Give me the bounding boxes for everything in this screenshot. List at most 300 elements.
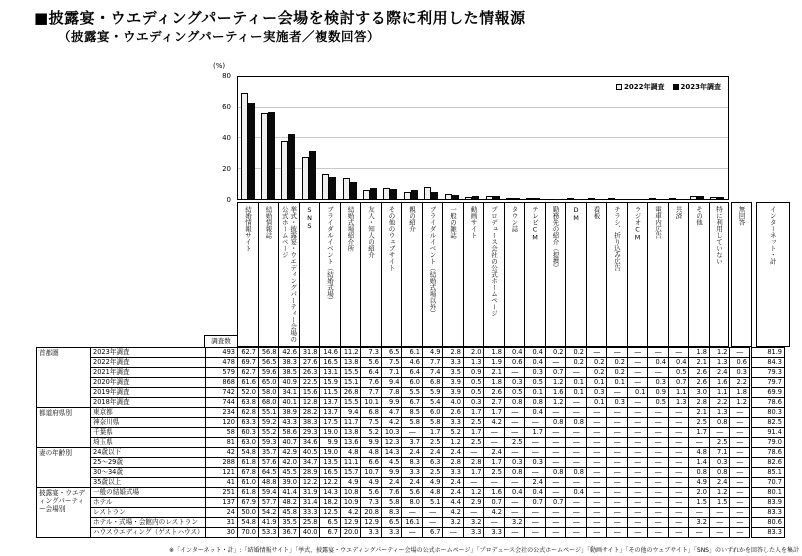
value-cell: 9.9 — [361, 438, 382, 448]
value-cell: ― — [586, 528, 607, 538]
value-cell: 6.7 — [422, 528, 443, 538]
value-cell: 9.9 — [381, 468, 402, 478]
value-cell: 28.9 — [299, 468, 320, 478]
y-axis-tick-label: 80 — [222, 72, 231, 80]
value-cell: 0.4 — [525, 358, 546, 368]
bar-2022 — [363, 190, 370, 199]
value-cell: ― — [627, 378, 648, 388]
value-cell: 16.5 — [320, 468, 341, 478]
value-cell: 0.5 — [525, 378, 546, 388]
value-cell: 2.0 — [689, 488, 710, 498]
value-cell: 0.4 — [525, 408, 546, 418]
value-cell: ― — [545, 528, 566, 538]
value-cell: 31.9 — [299, 488, 320, 498]
bar-2022 — [649, 198, 656, 199]
value-cell: 0.5 — [463, 388, 484, 398]
category-label-text: 親の紹介 — [408, 206, 416, 232]
value-cell: 2.5 — [689, 418, 710, 428]
value-cell: ― — [504, 408, 525, 418]
value-cell: ― — [648, 368, 669, 378]
value-cell: 2.6 — [689, 368, 710, 378]
survey-count-cell: 121 — [206, 468, 238, 478]
value-cell: 6.1 — [402, 348, 423, 358]
table-row — [37, 358, 785, 368]
value-cell: ― — [525, 418, 546, 428]
value-cell: ― — [586, 458, 607, 468]
value-cell: 0.3 — [709, 458, 730, 468]
y-axis-tick-label: 60 — [222, 103, 231, 111]
internet-total-cell: 78.6 — [750, 448, 784, 458]
survey-count-cell: 251 — [206, 488, 238, 498]
value-cell: ― — [627, 458, 648, 468]
bar-2023 — [452, 195, 459, 199]
category-label — [278, 202, 299, 347]
table-row — [37, 378, 785, 388]
value-cell: 5.2 — [361, 428, 382, 438]
value-cell: ― — [504, 478, 525, 488]
value-cell: 3.3 — [443, 468, 464, 478]
value-cell: 63.0 — [238, 438, 259, 448]
value-cell: ― — [566, 438, 587, 448]
value-cell: ― — [402, 508, 423, 518]
internet-total-cell: 84.3 — [750, 358, 784, 368]
value-cell: 3.9 — [443, 388, 464, 398]
bar-2022 — [404, 192, 411, 199]
value-cell: ― — [504, 448, 525, 458]
value-cell: ― — [586, 488, 607, 498]
value-cell: ― — [648, 498, 669, 508]
value-cell: 1.6 — [545, 388, 566, 398]
value-cell: 38.3 — [279, 358, 300, 368]
bar-2022 — [424, 187, 431, 199]
value-cell: ― — [668, 508, 689, 518]
value-cell: 2.1 — [689, 358, 710, 368]
bar-2022 — [526, 198, 533, 199]
value-cell: 9.4 — [381, 378, 402, 388]
value-cell: 1.7 — [463, 428, 484, 438]
value-cell: ― — [627, 508, 648, 518]
internet-total-cell: 82.5 — [750, 418, 784, 428]
value-cell: 6.7 — [320, 528, 341, 538]
value-cell: 3.3 — [463, 528, 484, 538]
value-cell: 15.1 — [340, 378, 361, 388]
bar-2022 — [506, 198, 513, 199]
value-cell: 13.5 — [320, 458, 341, 468]
value-cell: 54.8 — [238, 448, 259, 458]
value-cell: 2.1 — [484, 368, 505, 378]
category-label — [586, 202, 607, 347]
value-cell: 4.2 — [381, 418, 402, 428]
value-cell: 0.5 — [648, 398, 669, 408]
category-label — [647, 202, 668, 347]
value-cell: 67.8 — [238, 468, 259, 478]
internet-total-cell: 80.1 — [750, 488, 784, 498]
value-cell: ― — [566, 428, 587, 438]
internet-total-cell: 80.3 — [750, 408, 784, 418]
value-cell: ― — [586, 448, 607, 458]
value-cell: 4.6 — [402, 358, 423, 368]
value-cell: 2.7 — [484, 398, 505, 408]
category-label-text: 友人・知人の紹介 — [367, 206, 375, 258]
value-cell: 0.4 — [504, 348, 525, 358]
value-cell: 4.8 — [340, 448, 361, 458]
value-cell: ― — [648, 478, 669, 488]
value-cell: 0.6 — [504, 358, 525, 368]
row-group-label: 披露宴・ウエディングパーティー会場別 — [37, 488, 91, 538]
category-label-text: ラジオCM — [633, 206, 642, 242]
value-cell: 13.7 — [320, 408, 341, 418]
internet-total-cell: 70.7 — [750, 478, 784, 488]
value-cell: 2.8 — [689, 398, 710, 408]
category-label — [360, 202, 381, 347]
value-cell: 34.7 — [299, 458, 320, 468]
value-cell: ― — [586, 518, 607, 528]
value-cell: ― — [607, 508, 628, 518]
category-label — [483, 202, 504, 347]
data-table — [36, 347, 785, 538]
value-cell: 40.5 — [299, 448, 320, 458]
value-cell: 2.2 — [730, 378, 751, 388]
value-cell: 27.6 — [299, 358, 320, 368]
value-cell: 0.8 — [525, 398, 546, 408]
value-cell: 55.1 — [258, 408, 279, 418]
value-cell: ― — [504, 508, 525, 518]
bar-2022 — [567, 198, 574, 199]
survey-count-cell: 58 — [206, 428, 238, 438]
internet-total-cell: 80.6 — [750, 518, 784, 528]
value-cell: 0.3 — [648, 378, 669, 388]
y-axis-unit-label: (%) — [213, 62, 226, 70]
row-label: 35歳以上 — [91, 478, 206, 488]
table-row — [37, 458, 785, 468]
value-cell: ― — [627, 408, 648, 418]
category-label-text: インターネット・計 — [768, 206, 777, 265]
bar-2022 — [302, 157, 309, 199]
row-label: 神奈川県 — [91, 418, 206, 428]
value-cell: ― — [668, 418, 689, 428]
category-label — [422, 202, 443, 347]
value-cell: 15.5 — [340, 368, 361, 378]
value-cell: 4.9 — [422, 348, 443, 358]
value-cell: 4.8 — [689, 448, 710, 458]
value-cell: 2.0 — [463, 348, 484, 358]
internet-total-cell: 78.6 — [750, 398, 784, 408]
internet-total-cell: 85.1 — [750, 468, 784, 478]
category-label — [381, 202, 402, 347]
value-cell: 7.6 — [361, 378, 382, 388]
category-label — [688, 202, 709, 347]
value-cell: 36.7 — [279, 528, 300, 538]
value-cell: 61.0 — [238, 478, 259, 488]
survey-count-cell: 24 — [206, 508, 238, 518]
value-cell: 0.8 — [566, 418, 587, 428]
value-cell: 62.7 — [238, 368, 259, 378]
value-cell: 10.9 — [340, 498, 361, 508]
gridline — [238, 107, 728, 108]
value-cell: 45.8 — [279, 508, 300, 518]
value-cell: ― — [648, 468, 669, 478]
value-cell: 55.2 — [258, 428, 279, 438]
category-label — [627, 202, 648, 347]
value-cell: ― — [607, 438, 628, 448]
value-cell: 6.4 — [402, 368, 423, 378]
value-cell: 13.1 — [320, 368, 341, 378]
value-cell: ― — [668, 498, 689, 508]
value-cell: 0.1 — [566, 388, 587, 398]
value-cell: 2.4 — [443, 448, 464, 458]
value-cell: ― — [730, 408, 751, 418]
category-label — [709, 202, 730, 347]
value-cell: ― — [545, 518, 566, 528]
value-cell: 0.2 — [607, 368, 628, 378]
value-cell: 57.6 — [258, 458, 279, 468]
value-cell: ― — [709, 428, 730, 438]
category-label-text: その他 — [695, 206, 703, 226]
bar-2023 — [288, 134, 295, 199]
value-cell: 5.9 — [422, 388, 443, 398]
table-row — [37, 448, 785, 458]
value-cell: 0.3 — [730, 368, 751, 378]
internet-total-cell: 83.3 — [750, 508, 784, 518]
value-cell: ― — [463, 478, 484, 488]
value-cell: 25.8 — [299, 518, 320, 528]
value-cell: 45.5 — [279, 468, 300, 478]
internet-total-cell: 91.4 — [750, 428, 784, 438]
bar-2022 — [383, 188, 390, 199]
value-cell: 4.5 — [381, 458, 402, 468]
value-cell: 38.5 — [279, 368, 300, 378]
value-cell: ― — [668, 438, 689, 448]
value-cell: ― — [627, 498, 648, 508]
category-label-text: ブライダルイベント（結婚式場以外） — [428, 206, 437, 317]
value-cell: 10.7 — [361, 468, 382, 478]
value-cell: 61.8 — [238, 458, 259, 468]
value-cell: 70.0 — [238, 528, 259, 538]
value-cell: 11.5 — [320, 388, 341, 398]
legend-label-2023: 2023年調査 — [680, 83, 721, 91]
value-cell: 10.8 — [340, 488, 361, 498]
value-cell: 6.0 — [402, 378, 423, 388]
value-cell: ― — [586, 468, 607, 478]
value-cell: ― — [586, 348, 607, 358]
value-cell: ― — [648, 528, 669, 538]
row-label: 埼玉県 — [91, 438, 206, 448]
value-cell: 1.7 — [463, 408, 484, 418]
value-cell: 1.6 — [484, 488, 505, 498]
category-label — [442, 202, 463, 347]
value-cell: ― — [484, 478, 505, 488]
value-cell: 0.1 — [586, 398, 607, 408]
value-cell: 0.4 — [648, 358, 669, 368]
value-cell: 7.7 — [361, 388, 382, 398]
value-cell: 59.3 — [258, 438, 279, 448]
value-cell: 63.3 — [238, 418, 259, 428]
value-cell: 35.5 — [279, 518, 300, 528]
bar-2023 — [268, 112, 275, 199]
value-cell: 2.5 — [504, 438, 525, 448]
page-title: ■披露宴・ウエディングパーティー会場を検討する際に利用した情報源 — [34, 9, 526, 27]
survey-count-cell: 234 — [206, 408, 238, 418]
value-cell: 13.7 — [320, 398, 341, 408]
value-cell: 0.7 — [668, 378, 689, 388]
category-label-text: 特に利用していない — [715, 206, 723, 265]
value-cell: 4.2 — [443, 508, 464, 518]
bar-2022 — [281, 141, 288, 199]
value-cell: 0.1 — [627, 388, 648, 398]
value-cell: 12.5 — [320, 508, 341, 518]
internet-total-cell: 81.9 — [750, 348, 784, 358]
value-cell: 3.7 — [402, 438, 423, 448]
legend-item-2023 — [673, 82, 721, 92]
value-cell: 2.6 — [443, 408, 464, 418]
value-cell: 1.3 — [709, 408, 730, 418]
value-cell: ― — [525, 438, 546, 448]
survey-count-cell: 31 — [206, 518, 238, 528]
value-cell: 18.2 — [320, 498, 341, 508]
value-cell: 2.4 — [709, 478, 730, 488]
value-cell: 9.9 — [320, 438, 341, 448]
value-cell: 0.3 — [504, 378, 525, 388]
value-cell: 5.8 — [422, 418, 443, 428]
value-cell: 67.9 — [238, 498, 259, 508]
table-row — [37, 408, 785, 418]
value-cell: ― — [484, 428, 505, 438]
value-cell: 8.3 — [381, 508, 402, 518]
bar-2022 — [669, 198, 676, 199]
row-label: 2020年調査 — [91, 378, 206, 388]
value-cell: 0.5 — [668, 368, 689, 378]
value-cell: 40.0 — [299, 528, 320, 538]
value-cell: ― — [545, 358, 566, 368]
value-cell: ― — [607, 448, 628, 458]
value-cell: 2.4 — [422, 448, 443, 458]
category-label — [504, 202, 525, 347]
value-cell: 65.0 — [258, 378, 279, 388]
category-label — [545, 202, 566, 347]
category-label-text: SNS — [305, 206, 314, 230]
value-cell: 3.3 — [402, 468, 423, 478]
value-cell: 7.6 — [381, 488, 402, 498]
value-cell: 1.8 — [730, 388, 751, 398]
value-cell: 7.3 — [361, 348, 382, 358]
bar-chart-plot-area — [237, 76, 729, 200]
value-cell: ― — [525, 508, 546, 518]
value-cell: ― — [668, 458, 689, 468]
value-cell: 1.3 — [463, 358, 484, 368]
value-cell: ― — [730, 528, 751, 538]
value-cell: ― — [709, 518, 730, 528]
value-cell: 0.2 — [566, 358, 587, 368]
value-cell: 10.1 — [361, 398, 382, 408]
value-cell: 62.8 — [238, 408, 259, 418]
survey-count-cell: 42 — [206, 448, 238, 458]
table-row — [37, 438, 785, 448]
value-cell: 3.5 — [443, 368, 464, 378]
value-cell: ― — [730, 348, 751, 358]
value-cell: 0.4 — [525, 348, 546, 358]
value-cell: 0.7 — [545, 368, 566, 378]
value-cell: 2.8 — [443, 458, 464, 468]
value-cell: ― — [504, 428, 525, 438]
category-label — [340, 202, 361, 347]
value-cell: 38.9 — [279, 408, 300, 418]
value-cell: ― — [586, 478, 607, 488]
legend-swatch-2022 — [616, 84, 622, 90]
bar-2022 — [343, 178, 350, 199]
bar-2023 — [329, 177, 336, 199]
value-cell: ― — [566, 448, 587, 458]
category-label — [565, 202, 586, 347]
value-cell: 50.0 — [238, 508, 259, 518]
value-cell: 13.8 — [340, 358, 361, 368]
value-cell: 2.9 — [463, 498, 484, 508]
category-label-text: 電車内広告 — [654, 206, 662, 239]
value-cell: ― — [648, 488, 669, 498]
value-cell: 26.3 — [299, 368, 320, 378]
value-cell: 2.4 — [443, 478, 464, 488]
value-cell: 15.5 — [340, 398, 361, 408]
value-cell: ― — [566, 528, 587, 538]
row-label: ハウスウエディング（ゲストハウス） — [91, 528, 206, 538]
row-label: 2019年調査 — [91, 388, 206, 398]
value-cell: ― — [627, 418, 648, 428]
value-cell: 6.0 — [422, 408, 443, 418]
row-label: 24歳以下 — [91, 448, 206, 458]
value-cell: 0.3 — [525, 368, 546, 378]
row-label: 30〜34歳 — [91, 468, 206, 478]
value-cell: 28.2 — [299, 408, 320, 418]
value-cell: 0.1 — [607, 378, 628, 388]
bar-2022 — [608, 198, 615, 199]
value-cell: ― — [627, 348, 648, 358]
value-cell: ― — [668, 528, 689, 538]
value-cell: ― — [627, 528, 648, 538]
survey-count-cell: 868 — [206, 378, 238, 388]
value-cell: 3.3 — [381, 528, 402, 538]
value-cell: 5.6 — [361, 358, 382, 368]
value-cell: 40.7 — [279, 438, 300, 448]
category-label — [237, 202, 258, 347]
legend-label-2022: 2022年調査 — [624, 83, 665, 91]
value-cell: 2.5 — [484, 468, 505, 478]
table-row — [37, 418, 785, 428]
value-cell: 4.7 — [381, 408, 402, 418]
value-cell: 6.4 — [361, 368, 382, 378]
value-cell: 7.1 — [381, 368, 402, 378]
value-cell: 62.7 — [238, 348, 259, 358]
value-cell: ― — [545, 428, 566, 438]
value-cell: ― — [627, 428, 648, 438]
survey-count-cell: 30 — [206, 528, 238, 538]
value-cell: 5.6 — [402, 488, 423, 498]
value-cell: 56.8 — [258, 348, 279, 358]
table-row — [37, 518, 785, 528]
value-cell: ― — [648, 508, 669, 518]
row-label: 25〜29歳 — [91, 458, 206, 468]
bar-2023 — [390, 189, 397, 199]
table-row — [37, 498, 785, 508]
value-cell: 2.6 — [484, 388, 505, 398]
value-cell: ― — [689, 438, 710, 448]
survey-count-cell: 41 — [206, 478, 238, 488]
value-cell: 61.8 — [238, 488, 259, 498]
category-label-text: その他のウェブサイト — [387, 206, 396, 271]
category-label-text: 結婚情報誌 — [264, 206, 273, 239]
value-cell: 12.9 — [340, 518, 361, 528]
value-cell: ― — [422, 508, 443, 518]
value-cell: 42.6 — [279, 348, 300, 358]
value-cell: ― — [545, 458, 566, 468]
